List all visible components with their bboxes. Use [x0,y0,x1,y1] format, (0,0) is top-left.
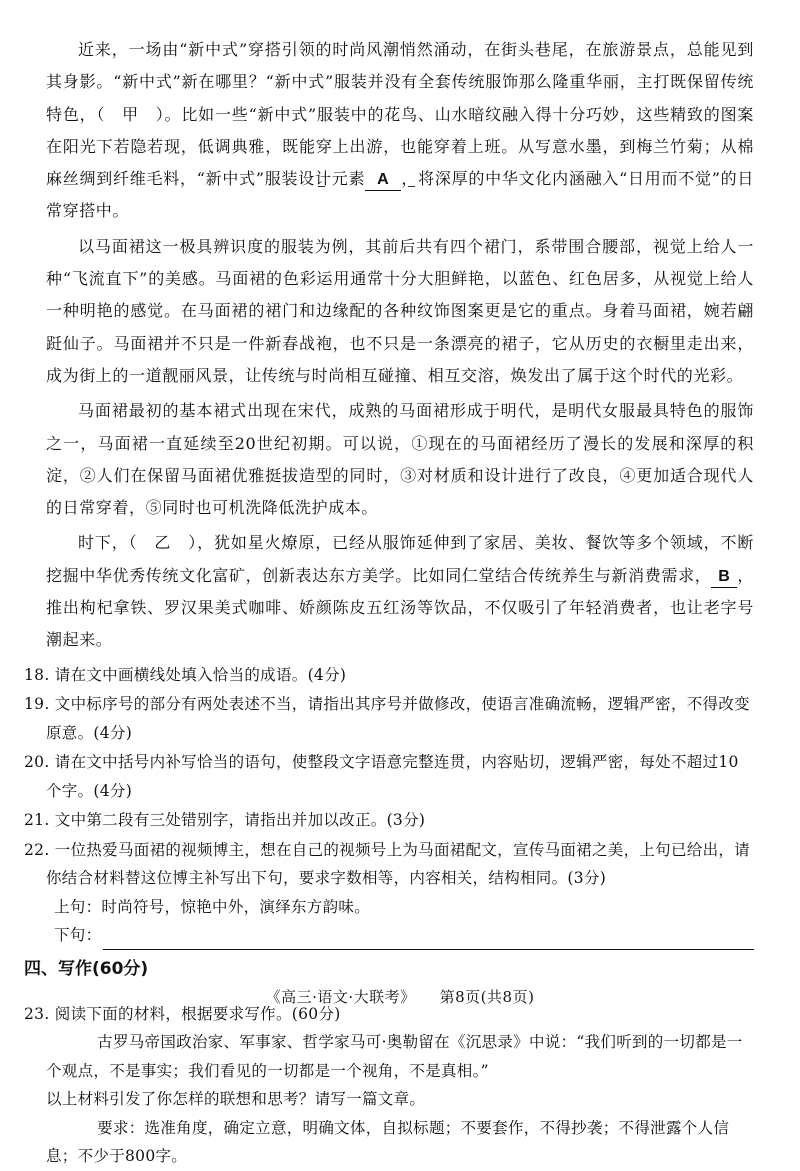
question-list [24,661,754,1171]
page-number: 第8页(共8页) [439,988,535,1006]
passage-paragraph-1: 近来，一场由“新中式”穿搭引领的时尚风潮悄然涌动，在街头巷尾，在旅游景点，总能见到其身影。“新中式”新在哪里？“新中式”服装并没有全套传统服饰那么隆重华丽，主打既保留传统特色，（ 甲 ）。比如一些“新中式”服装中的花鸟、山水暗纹融入得十分巧妙，这些精致的图案在阳光下若隐若现，低调典雅，既能穿上出游，也能穿着上班。从写意水墨，到梅兰竹菊；从棉麻丝绸到纤维毛料，“新中式”服装设计元素 A ，将深厚的中华文化内涵融入“日用而不觉”的日常穿搭中。 [46,40,754,221]
passage-paragraph-3: 马面裙最初的基本裙式出现在宋代，成熟的马面裙形成于明代，是明代女服最具特色的服饰之一，马面裙一直延续至20世纪初期。可以说，①现在的马面裙经历了漫长的发展和深厚的积淀，②人们在保留马面裙优雅挺拔造型的同时，③对材质和设计进行了改良，④更加适合现代人的日常穿着，⑤同时也可机洗降低洗护成本。 [46,401,754,518]
writing-prompt: 以上材料引发了你怎样的联想和思考？请写一篇文章。 [46,1090,426,1109]
blank-a: A [365,170,401,191]
question-18: 18. 请在文中画横线处填入恰当的成语。(4分) [24,665,347,684]
question-22: 22. 一位热爱马面裙的视频博主，想在自己的视频号上为马面裙配文，宣传马面裙之美，上句已给出，请你结合材料替这位博主补写出下句，要求字数相等，内容相关，结构相同。(3分) [24,840,750,888]
answer-line[interactable] [103,929,754,950]
question-21: 21. 文中第二段有三处错别字，请指出并加以改正。(3分) [24,811,426,830]
stray-dash [408,186,415,187]
question-19: 19. 文中标序号的部分有两处表述不当，请指出其序号并做修改，使语言准确流畅，逻辑严密，不得改变原意。(4分) [24,695,750,742]
writing-material [46,1028,754,1171]
section-title-writing: 四、写作(60分) [24,958,149,979]
reading-passage [46,34,754,657]
question-22-upper-line: 上句：时尚符号，惊艳中外，演绎东方韵味。 [54,897,371,916]
question-23: 23. 阅读下面的材料，根据要求写作。(60分) [24,1004,341,1023]
question-22-lower-label: 下句： [54,926,102,945]
question-20: 20. 请在文中括号内补写恰当的语句，使整段文字语意完整连贯，内容贴切，逻辑严密，每处不超过10个字。(4分) [24,753,739,800]
stray-dash [318,186,325,187]
passage-paragraph-2: 以马面裙这一极具辨识度的服装为例，其前后共有四个裙门，系带围合腰部，视觉上给人一种“飞流直下”的美感。马面裙的色彩运用通常十分大胆鲜艳，以蓝色、红色居多，从视觉上给人一种明艳的感觉。在马面裙的裙门和边缘配的各种纹饰图案更是它的重点。身着马面裙，婉若翩跹仙子。马面裙并不只是一件新春战袍，也不只是一条漂亮的裙子，它从历史的衣橱里走出来，成为街上的一道靓丽风景，让传统与时尚相互碰撞、相互交溶，焕发出了属于这个时代的光彩。 [46,236,754,385]
exam-title: 《高三·语文·大联考》 [265,988,416,1006]
passage-paragraph-4: 时下，（ 乙 ），犹如星火燎原，已经从服饰延伸到了家居、美妆、餐饮等多个领域，不断挖掘中华优秀传统文化富矿，创新表达东方美学。比如同仁堂结合传统养生与新消费需求， B ，推出枸杞拿铁、罗汉果美式咖啡、娇颜陈皮五红汤等饮品，不仅吸引了年轻消费者，也让老字号潮起来。 [46,533,754,650]
page-footer [0,986,800,1007]
blank-b: B [711,567,737,588]
question-22-answer-row [54,921,754,950]
writing-requirements: 要求：选准角度，确定立意，明确文体，自拟标题；不要套作，不得抄袭；不得泄露个人信息；不少于800字。 [46,1118,730,1166]
material-quote: 古罗马帝国政治家、军事家、哲学家马可·奥勒留在《沉思录》中说：“我们听到的一切都是一个观点，不是事实；我们看见的一切都是一个视角，不是真相。” [46,1033,743,1080]
